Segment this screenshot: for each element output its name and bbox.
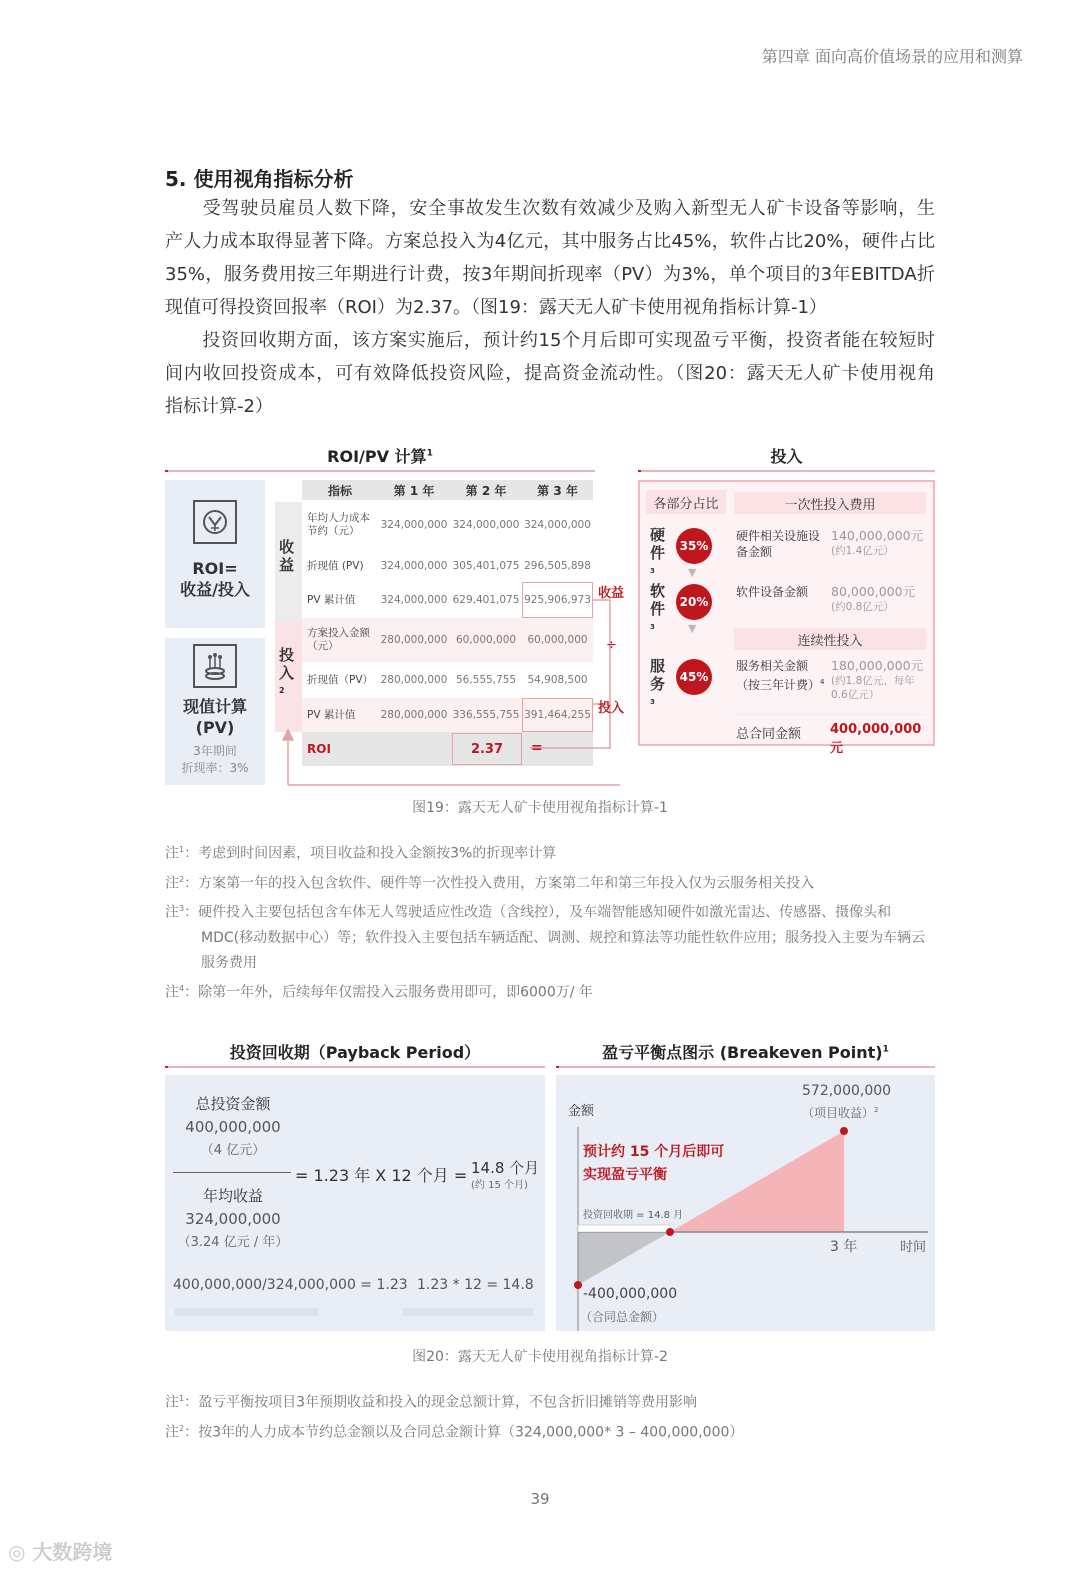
text-line: 35%，服务费用按三年期进行计费，按3年期间折现率（PV）为3%，单个项目的3年EBITDA折: [165, 264, 935, 285]
share-name: 服务$^3$: [650, 657, 666, 706]
divider: [638, 470, 935, 472]
row-label: 年均人力成本节约（元）: [307, 512, 370, 537]
footnote: 注$^4$：除第一年外，后续每年仅需投入云服务费用即可，即6000万/ 年: [165, 983, 593, 1001]
loss-area: [578, 1232, 670, 1285]
coins-icon: [193, 644, 237, 688]
total-label: 总合同金额: [736, 727, 802, 742]
numerator-label: 总投资金额: [195, 1095, 271, 1113]
flow-arrows: [280, 580, 620, 790]
row-label: PV 累计值: [307, 593, 356, 606]
table-cell: 925,906,973: [522, 582, 593, 618]
continuous-title: 连续性投入: [734, 628, 926, 650]
payback-bracket: [578, 1225, 670, 1232]
footnote: 注$^3$：硬件投入主要包括包含车体无人驾驶适应性改造（含线控），及车端智能感知硬件如激光雷达、传感器、摄像头和MDC(移动数据中心）等；软件投入主要包括车辆适配、调测、规控和算法等功能性软件应用；服务投入主要为车辆云服务费用: [165, 904, 926, 971]
pv-period: 3年期间: [193, 744, 237, 758]
share-title: 各部分占比: [646, 490, 726, 514]
fraction-bar: [173, 1172, 291, 1173]
table-cell: 391,464,255: [522, 698, 593, 732]
breakeven-title: 盈亏平衡点图示 (Breakeven Point)$^1$: [602, 1043, 889, 1062]
payback-equation: = 1.23 年 X 12 个月 =: [295, 1166, 468, 1185]
payback-result-note: (约 15 个月): [471, 1180, 528, 1191]
text-line: 间内收回投资成本，可有效降低投资风险，提高资金流动性。（图20：露天无人矿卡使用视角: [165, 363, 935, 384]
row-label: PV 累计值: [307, 708, 356, 721]
row-label: 折现值（PV）: [307, 673, 374, 686]
footnote: 注$^2$：方案第一年的投入包含软件、硬件等一次性投入费用，方案第二年和第三年投入仅为云服务相关投入: [165, 874, 815, 892]
page-number: 39: [530, 1490, 550, 1508]
payback-result: 14.8 个月: [471, 1159, 540, 1177]
share-name: 硬件$^3$: [650, 526, 666, 575]
flow-equals: =: [531, 740, 543, 756]
breakeven-panel: [556, 1075, 935, 1331]
roi-section-title: ROI/PV 计算$^1$: [327, 447, 433, 466]
pv-rate: 折现率：3%: [181, 761, 249, 775]
row-label: 折现值 (PV): [307, 559, 364, 572]
y-axis-label: 金额: [568, 1104, 595, 1119]
paragraph-1: [165, 192, 935, 324]
arrow-down-icon: ▼: [688, 622, 697, 635]
table-header: 第 2 年: [450, 480, 522, 500]
table-cell: 305,401,075: [452, 560, 520, 572]
top-value: 572,000,000: [802, 1083, 892, 1099]
denominator-note: （3.24 亿元 / 年）: [177, 1235, 289, 1250]
max-point: [840, 1127, 848, 1135]
one-time-title: 一次性投入费用: [734, 492, 926, 514]
share-percent-badge: 45%: [676, 659, 712, 695]
invest-item-note: (约1.4亿元）: [831, 545, 894, 557]
table-cell: 280,000,000: [380, 709, 448, 721]
table-cell: 56,555,755: [455, 674, 517, 686]
text-line: 受驾驶员雇员人数下降，安全事故发生次数有效减少及购入新型无人矿卡设备等影响，生: [165, 198, 935, 219]
paragraph-2: [165, 324, 935, 423]
group-invest-label: 投入$^2$: [279, 646, 295, 695]
table-cell: 324,000,000: [380, 594, 448, 606]
flow-income-label: 收益: [598, 586, 625, 601]
footnote: 注$^2$：按3年的人力成本节约总金额以及合同总金额计算（324,000,000* 3 – 400,000,000）: [165, 1423, 744, 1441]
flow-divide: ÷: [606, 638, 617, 653]
bottom-value: -400,000,000: [583, 1286, 678, 1302]
table-cell: 324,000,000: [380, 519, 448, 531]
pv-subtitle: (PV): [195, 718, 235, 737]
invest-item-label: 服务相关金额（按三年计费）$^4$: [736, 659, 825, 692]
top-note: （项目收益）$^2$: [802, 1106, 879, 1120]
divider: [165, 470, 595, 472]
denominator-value: 324,000,000: [185, 1210, 281, 1228]
fig20-caption: 图20：露天无人矿卡使用视角指标计算-2: [412, 1349, 668, 1365]
breakeven-point: [666, 1228, 674, 1236]
calc-step-2: 1.23 * 12 = 14.8: [417, 1277, 534, 1293]
invest-item-amount: 180,000,000元: [831, 658, 924, 673]
roi-formula-line1: ROI=: [192, 559, 238, 578]
table-cell: 629,401,075: [452, 594, 520, 606]
table-cell: 60,000,000: [527, 634, 588, 646]
table-cell: 280,000,000: [380, 674, 448, 686]
row-label: 方案投入金额（元）: [307, 627, 370, 652]
invest-item-amount: 140,000,000元: [831, 528, 924, 543]
invest-item-amount: 80,000,000元: [831, 584, 916, 599]
text-line: 投资回收期方面，该方案实施后，预计约15个月后即可实现盈亏平衡，投资者能在较短时: [165, 330, 935, 351]
roi-value: 2.37: [452, 733, 522, 765]
denominator-label: 年均收益: [202, 1187, 263, 1205]
footnote: 注$^1$：考虑到时间因素，项目收益和投入金额按3%的折现率计算: [165, 845, 557, 862]
table-cell: 324,000,000: [452, 519, 520, 531]
group-income-label: 收益: [279, 538, 295, 574]
arrow-down-icon: ▼: [688, 566, 697, 579]
roi-formula-line2: 收益/投入: [180, 580, 250, 599]
invest-section-title: 投入: [770, 447, 803, 466]
x-tick-3yr: 3 年: [830, 1239, 858, 1255]
table-cell: 54,908,500: [527, 674, 588, 686]
table-header: 第 3 年: [522, 480, 593, 500]
roi-label: ROI: [307, 741, 331, 756]
numerator-note: （4 亿元）: [200, 1143, 266, 1158]
watermark-logo: ◎ 大数跨境: [8, 1540, 113, 1564]
share-percent-badge: 35%: [676, 528, 712, 564]
divider: [556, 1066, 935, 1068]
share-percent-badge: 20%: [676, 584, 712, 620]
section-title: 5. 使用视角指标分析: [165, 167, 354, 191]
table-cell: 280,000,000: [380, 634, 448, 646]
x-axis-label: 时间: [900, 1240, 927, 1255]
share-name: 软件$^3$: [650, 582, 666, 631]
bottom-note: （合同总金额）: [580, 1310, 665, 1324]
calc-step-1: 400,000,000/324,000,000 = 1.23: [173, 1277, 408, 1293]
invest-item-label: 硬件相关设施设备金额: [736, 529, 821, 559]
table-cell: 60,000,000: [455, 634, 517, 646]
invest-panel: [638, 480, 935, 756]
table-cell: 336,555,755: [452, 709, 520, 721]
divider: [165, 1066, 545, 1068]
payback-title: 投资回收期（Payback Period）: [229, 1043, 481, 1062]
footnote: 注$^1$：盈亏平衡按项目3年预期收益和投入的现金总额计算，不包含折旧摊销等费用影响: [165, 1394, 697, 1411]
breakeven-highlight: 预计约 15 个月后即可 实现盈亏平衡: [583, 1144, 725, 1183]
payback-panel: [165, 1075, 545, 1331]
invest-item-note: (约1.8亿元、每年0.6亿元）: [831, 675, 915, 701]
text-line: 指标计算-2）: [165, 396, 273, 417]
text-line: 现值可得投资回报率（ROI）为2.37。（图19：露天无人矿卡使用视角指标计算-1）: [165, 297, 827, 318]
total-value: 400,000,000 元: [830, 722, 922, 756]
chapter-header: 第四章 面向高价值场景的应用和测算: [761, 47, 1023, 66]
table-header: 指标: [302, 480, 378, 500]
notes-fig20: [165, 1386, 935, 1445]
min-point: [574, 1281, 582, 1289]
invest-item-label: 软件设备金额: [736, 585, 809, 599]
fig19-caption: 图19：露天无人矿卡使用视角指标计算-1: [412, 800, 668, 816]
notes-fig19: [165, 837, 935, 1006]
numerator-value: 400,000,000: [185, 1118, 281, 1136]
payback-period-label: 投资回收期 = 14.8 月: [583, 1210, 684, 1221]
money-icon: [193, 500, 237, 544]
pv-box: [165, 638, 265, 785]
flow-invest-label: 投入: [598, 701, 625, 716]
table-cell: 324,000,000: [524, 519, 591, 531]
pv-title: 现值计算: [182, 697, 247, 716]
table-cell: 324,000,000: [380, 560, 448, 572]
roi-formula-box: [165, 480, 265, 628]
table-cell: 296,505,898: [524, 560, 591, 572]
table-header: 第 1 年: [378, 480, 450, 500]
invest-item-note: (约0.8亿元）: [831, 601, 894, 613]
text-line: 产人力成本取得显著下降。方案总投入为4亿元，其中服务占比45%，软件占比20%，硬件占比: [165, 231, 935, 252]
